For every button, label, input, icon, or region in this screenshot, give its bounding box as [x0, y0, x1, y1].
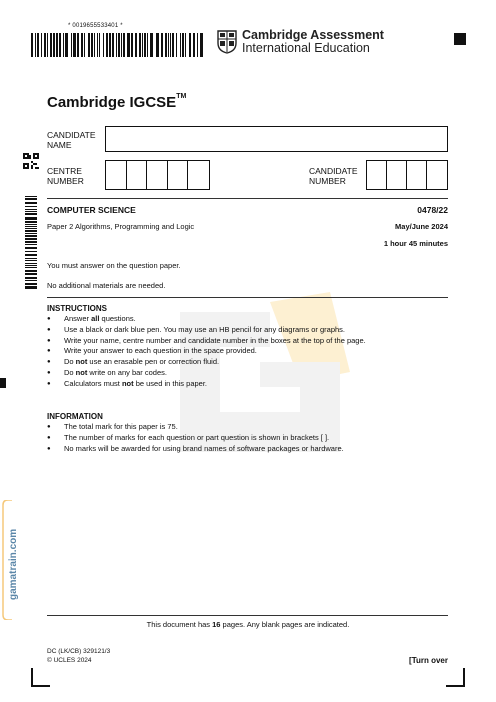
centre-digit-box[interactable] — [168, 161, 189, 189]
crest-icon — [217, 30, 237, 54]
top-barcode — [31, 33, 207, 57]
information-heading: INFORMATION — [47, 412, 103, 421]
exam-session: May/June 2024 — [395, 222, 448, 231]
instruction-item: ● Write your answer to each question in the space provided. — [47, 346, 366, 357]
divider — [47, 198, 448, 199]
instruction-item: ● Calculators must not be used in this paper. — [47, 379, 366, 390]
side-barcode — [25, 196, 37, 290]
qr-code — [23, 153, 39, 169]
candidate-number-label: CANDIDATE NUMBER — [309, 166, 358, 186]
instruction-item: ● Use a black or dark blue pen. You may use an HB pencil for any diagrams or graphs. — [47, 325, 366, 336]
centre-number-field[interactable] — [105, 160, 210, 190]
divider — [47, 615, 448, 616]
candidate-name-field[interactable] — [105, 126, 448, 152]
vertical-code-digits — [17, 196, 23, 290]
materials-note: No additional materials are needed. — [47, 281, 166, 290]
crop-mark — [31, 685, 50, 687]
logo-line1: Cambridge Assessment — [242, 28, 384, 42]
crop-mark — [446, 685, 465, 687]
candidate-digit-box[interactable] — [407, 161, 427, 189]
exam-duration: 1 hour 45 minutes — [383, 239, 448, 248]
barcode-number: * 0019655533401 * — [68, 23, 123, 29]
instructions-list — [47, 314, 366, 390]
information-item: ● The total mark for this paper is 75. — [47, 422, 344, 433]
side-registration-mark — [0, 378, 6, 388]
side-watermark — [0, 500, 20, 620]
document-reference: DC (LK/CB) 329121/3 © UCLES 2024 — [47, 648, 111, 664]
registration-mark — [454, 33, 466, 45]
page-title: Cambridge IGCSE™ — [47, 93, 187, 111]
answer-note: You must answer on the question paper. — [47, 261, 181, 270]
centre-digit-box[interactable] — [106, 161, 127, 189]
instruction-item: ● Answer all questions. — [47, 314, 366, 325]
instruction-item: ● Write your name, centre number and candidate number in the boxes at the top of the page. — [47, 336, 366, 347]
divider — [47, 297, 448, 298]
candidate-digit-box[interactable] — [427, 161, 447, 189]
cambridge-logo — [217, 29, 384, 55]
subject-title: COMPUTER SCIENCE — [47, 205, 136, 215]
logo-line2: International Education — [242, 41, 370, 55]
turn-over: [Turn over — [409, 656, 448, 665]
candidate-number-field[interactable] — [366, 160, 448, 190]
candidate-name-label: CANDIDATE NAME — [47, 130, 96, 150]
instructions-heading: INSTRUCTIONS — [47, 304, 107, 313]
candidate-digit-box[interactable] — [367, 161, 387, 189]
paper-title: Paper 2 Algorithms, Programming and Logic — [47, 222, 195, 231]
information-list — [47, 422, 344, 454]
information-item: ● No marks will be awarded for using brand names of software packages or hardware. — [47, 444, 344, 455]
candidate-digit-box[interactable] — [387, 161, 407, 189]
centre-digit-box[interactable] — [127, 161, 148, 189]
information-item: ● The number of marks for each question or part question is shown in brackets [ ]. — [47, 433, 344, 444]
page-count-note: This document has 16 pages. Any blank pages are indicated. — [146, 620, 350, 629]
side-watermark-text: gamatrain.com — [8, 528, 19, 600]
centre-number-label: CENTRE NUMBER — [47, 166, 84, 186]
instruction-item: ● Do not use an erasable pen or correction fluid. — [47, 357, 366, 368]
instruction-item: ● Do not write on any bar codes. — [47, 368, 366, 379]
centre-digit-box[interactable] — [147, 161, 168, 189]
paper-code: 0478/22 — [417, 205, 448, 215]
centre-digit-box[interactable] — [188, 161, 209, 189]
